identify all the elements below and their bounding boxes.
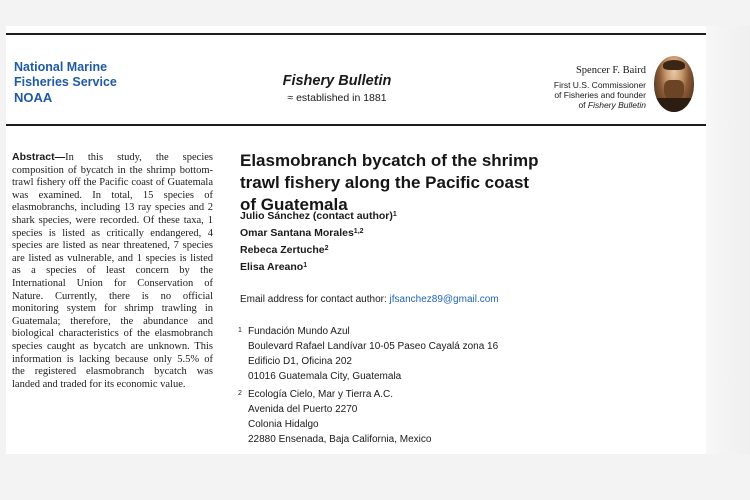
agency-acronym: NOAA: [14, 90, 53, 105]
header-bottom-rule: [6, 124, 706, 126]
author: Rebeca Zertuche$^2$: [240, 244, 329, 256]
agency-name: [14, 60, 117, 105]
author: Elisa Areano$^1$: [240, 261, 308, 273]
author: Julio Sánchez (contact author)$^1$: [240, 210, 397, 222]
agency-line: Fisheries Service: [14, 75, 117, 89]
header-top-rule: [6, 33, 706, 35]
founder-name: Spencer F. Baird: [575, 65, 646, 76]
email-link[interactable]: jfsanchez89@gmail.com: [389, 294, 499, 305]
paper-title: Elasmobranch bycatch of the shrimp trawl fishery along the Pacific coast of Guatemala: [240, 151, 539, 214]
contact-email: [240, 294, 499, 305]
abstract-text: In this study, the species composition of bycatch in the shrimp bottom-trawl fishery off the Pacific coast of Guatemala was examined. In total, 15 species of elasmobranchs, including 13 ray species and 2 shark species, were recorded. Of these taxa, 1 species is listed as critically endangered, 4 species are listed as near threatened, 7 species are listed as vulnerable, and 1 species is listed as a species of least concern by the International Union for Conservation of Nature. Currently, there is no official monitoring system for shrimp trawling in Guatemala; therefore, the abundance and biological characteristics of the elasmobranch species caught as bycatch are unknown. This information is lacking because only 5.5% of the registered elasmobranch bycatch was landed and traded for its economic value.: [12, 152, 213, 390]
journal-subtitle: ≈ established in 1881: [287, 92, 387, 104]
affiliation: $^2$ Ecología Cielo, Mar y Tierra A.C. Avenida del Puerto 2270 Colonia Hidalgo 22880 Ensenada, Baja California, Mexico: [238, 389, 432, 445]
agency-line: National Marine: [14, 60, 108, 74]
affiliation-number: 2: [238, 390, 242, 397]
affiliation: $^1$ Fundación Mundo Azul Boulevard Rafael Landívar 10-05 Paseo Cayalá zona 16 Edificio D1, Oficina 202 01016 Guatemala City, Guatemala: [238, 326, 499, 382]
background-edge: [706, 26, 750, 454]
affiliation-number: 1: [238, 327, 242, 334]
wave-icon: ≈: [287, 92, 297, 104]
journal-title: Fishery Bulletin: [282, 73, 392, 89]
abstract-label: Abstract—: [12, 151, 66, 163]
founder-description: First U.S. Commissioner of Fisheries and founder of Fishery Bulletin: [553, 80, 646, 110]
founder-portrait: [654, 56, 694, 112]
author-list: [240, 208, 397, 276]
email-label: Email address for contact author:: [240, 294, 390, 305]
author: Omar Santana Morales$^{1,2}$: [240, 227, 364, 239]
abstract: [12, 151, 213, 391]
